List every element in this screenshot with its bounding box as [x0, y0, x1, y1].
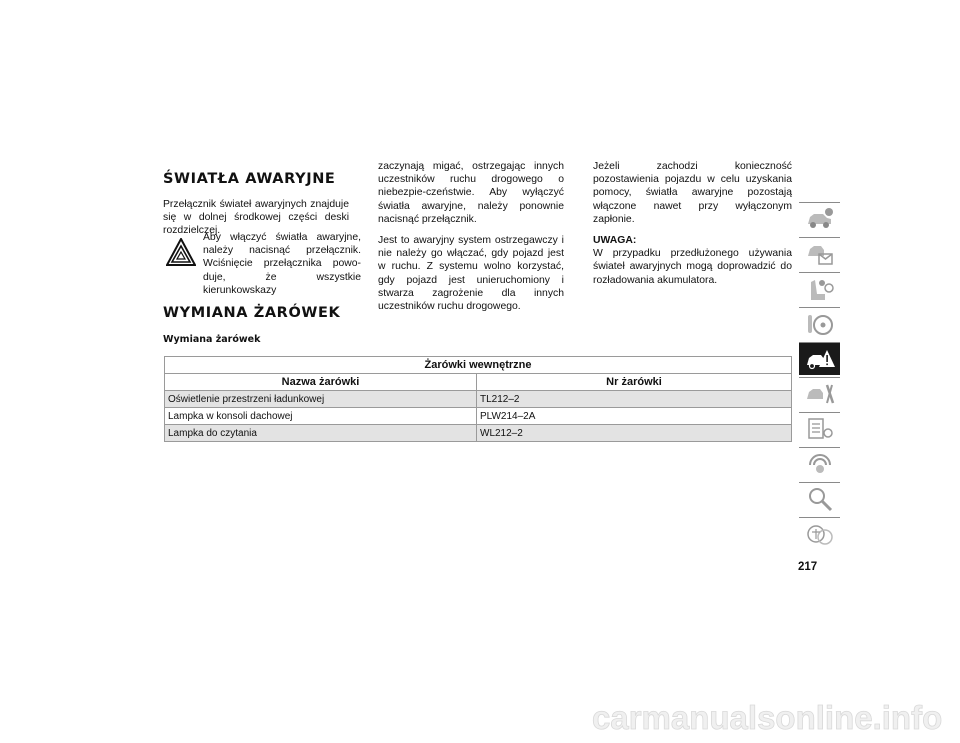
car-service-icon: [805, 381, 835, 407]
section-title-hazard-lights: ŚWIATŁA AWARYJNE: [163, 171, 336, 187]
table-row: [165, 425, 792, 442]
steering-wheel-icon: [805, 311, 835, 337]
airbag-seat-icon: [805, 276, 835, 302]
tab-multimedia[interactable]: [799, 447, 840, 480]
page-number: 217: [798, 561, 818, 573]
search-icon: [805, 486, 835, 512]
tab-emergency[interactable]: [799, 342, 840, 375]
col2-paragraph-1: zaczynają migać, ostrzegając innych uczestników ruchu drogowego o niebezpie-czeństwie. Aby wyłączyć światła awaryjne, należy ponownie nacisnąć przełącznik.: [378, 161, 564, 225]
section-title-bulb-replacement: WYMIANA ŻARÓWEK: [163, 305, 341, 321]
warning-paragraph: Aby włączyć światła awaryjne, należy nacisnąć przełącznik. Wciśnięcie przełącznika powo-duje, że wszystkie kierunkowskazy: [203, 232, 361, 296]
cell-name: Lampka do czytania: [165, 425, 477, 442]
language-icon: [805, 521, 835, 547]
col2-paragraph-2: Jest to awaryjny system ostrzegawczy i nie należy go włączać, gdy pojazd jest w ruchu. Z systemu wolno korzystać, gdy pojazd jest unieruchomiony i stwarza zagrożenie dla innych uczestników ruchu drogowego.: [378, 235, 564, 313]
warning-triangle-icon: [166, 238, 196, 271]
table-caption: Żarówki wewnętrzne: [165, 357, 792, 374]
column-header-number: Nr żarówki: [477, 374, 792, 391]
checklist-icon: [805, 416, 835, 442]
column-3: [593, 160, 792, 295]
tab-index[interactable]: [799, 482, 840, 515]
cell-number: WL212–2: [477, 425, 792, 442]
table-row: [165, 408, 792, 425]
cell-name: Lampka w konsoli dachowej: [165, 408, 477, 425]
column-2: [378, 160, 564, 321]
tab-car-mail[interactable]: [799, 237, 840, 270]
bulb-table: [164, 356, 792, 442]
tab-language[interactable]: [799, 517, 840, 550]
car-mail-icon: [805, 241, 835, 267]
tab-car-info[interactable]: [799, 202, 840, 235]
tab-specifications[interactable]: [799, 412, 840, 445]
column-header-name: Nazwa żarówki: [165, 374, 477, 391]
car-warning-icon: [805, 346, 835, 372]
col3-paragraph-1: Jeżeli zachodzi konieczność pozostawienia pojazdu w celu uzyskania pomocy, światła awaryjne pozostają włączone nawet przy wyłączonym zapłonie.: [593, 161, 792, 225]
car-info-icon: [805, 206, 835, 232]
note-title: UWAGA:: [593, 235, 637, 247]
tab-service[interactable]: [799, 377, 840, 410]
multimedia-icon: [805, 451, 835, 477]
cell-number: PLW214–2A: [477, 408, 792, 425]
intro-paragraph: Przełącznik świateł awaryjnych znajduje się w dolnej środkowej części deski rozdzielczej.: [163, 199, 349, 237]
cell-number: TL212–2: [477, 391, 792, 408]
watermark-text: carmanualsonline.info: [592, 699, 943, 736]
table-row: [165, 391, 792, 408]
tab-driving[interactable]: [799, 307, 840, 340]
cell-name: Oświetlenie przestrzeni ładunkowej: [165, 391, 477, 408]
subsection-title: Wymiana żarówek: [163, 334, 261, 345]
tab-safety[interactable]: [799, 272, 840, 305]
watermark: [592, 698, 952, 738]
note-paragraph: W przypadku przedłużonego używania świateł awaryjnych mogą doprowadzić do rozładowania akumulatora.: [593, 248, 792, 286]
